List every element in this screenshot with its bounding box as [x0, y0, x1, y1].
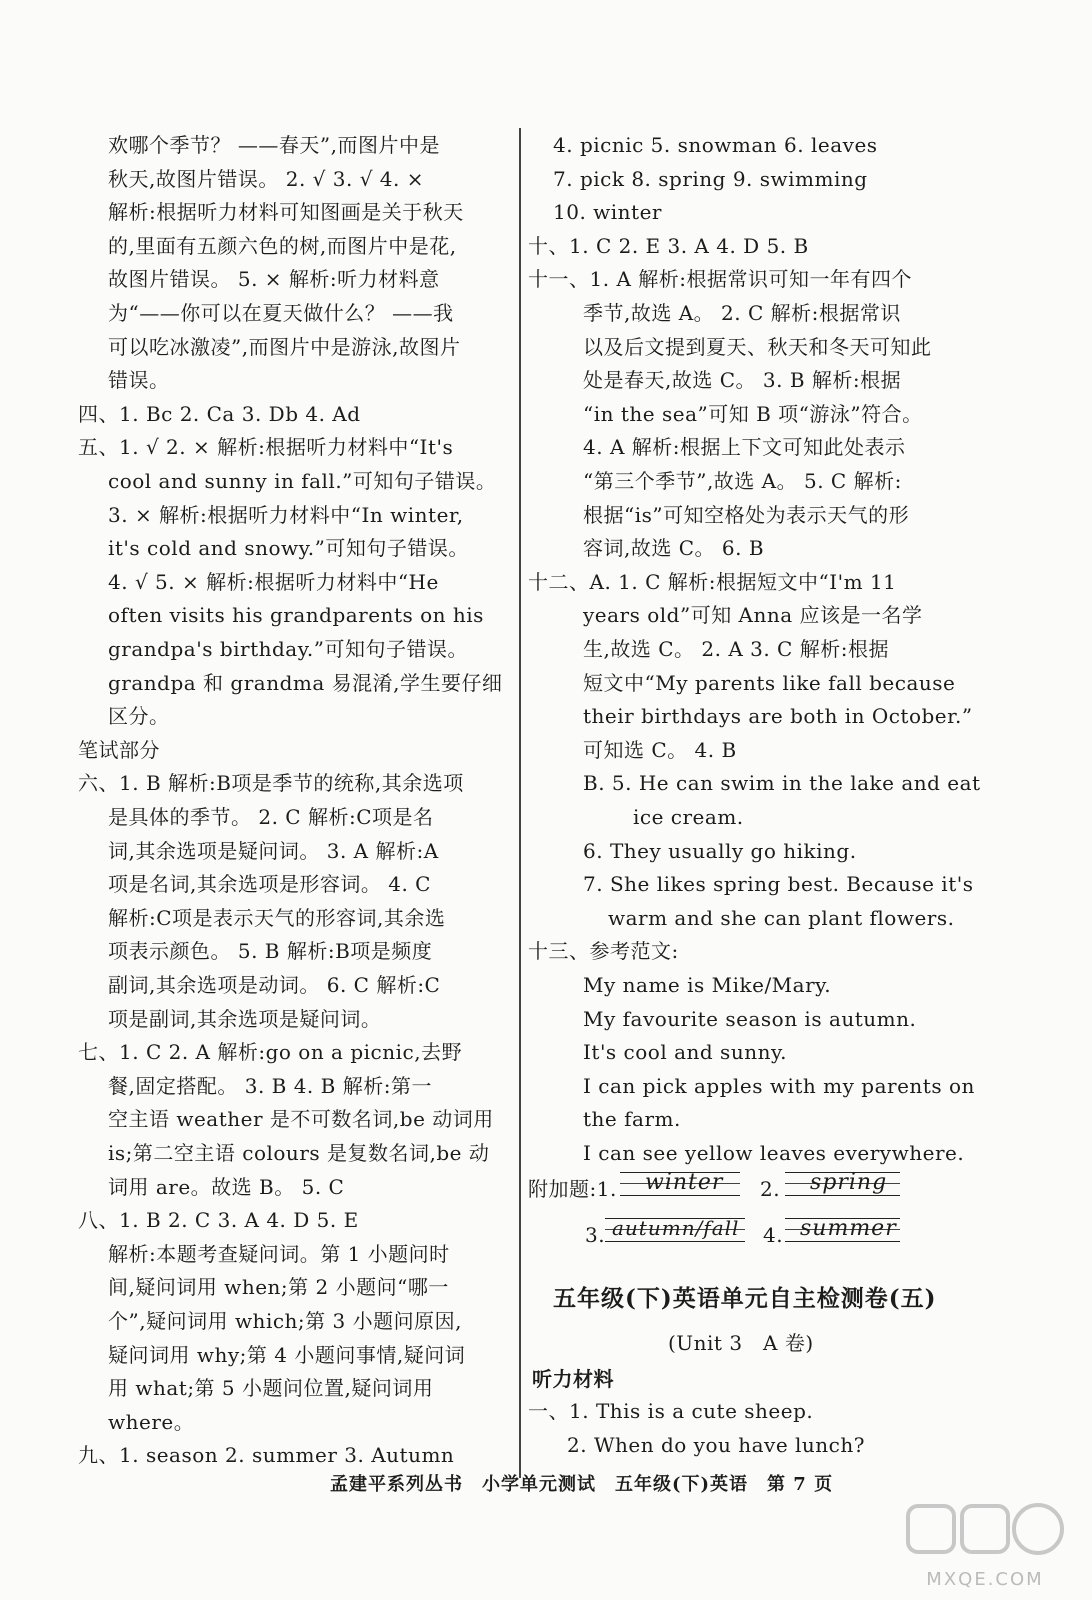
page-footer: 孟建平系列丛书 小学单元测试 五年级(下)英语 第 7 页	[330, 1474, 834, 1495]
right-col-line: “第三个季节”,故选 A。 5. C 解析:	[583, 469, 902, 493]
right-col-line: 7. She likes spring best. Because it's	[583, 872, 974, 897]
bonus-label: 附加题:1.	[528, 1177, 617, 1201]
right-col-line: 容词,故选 C。 6. B	[583, 536, 765, 561]
right-col-line: 4. picnic 5. snowman 6. leaves	[553, 133, 878, 157]
left-col-line: 可以吃冰激凌”,而图片中是游泳,故图片	[108, 334, 461, 359]
left-col-line: 错误。	[108, 368, 170, 393]
left-col-line: 疑问词用 why;第 4 小题问事情,疑问词	[108, 1342, 466, 1367]
right-col-line: ice cream.	[633, 805, 744, 829]
left-col-line: 五、1. √ 2. × 解析:根据听力材料中“It's	[78, 435, 454, 460]
section-heading: 听力材料	[532, 1367, 614, 1391]
left-col-line: it's cold and snowy.”可知句子错误。	[108, 536, 469, 561]
left-col-line: 六、1. B 解析:B项是季节的统称,其余选项	[78, 771, 464, 796]
left-col-line: 空主语 weather 是不可数名词,be 动词用	[108, 1107, 494, 1132]
left-col-line: 七、1. C 2. A 解析:go on a picnic,去野	[78, 1040, 463, 1065]
right-col-line: 7. pick 8. spring 9. swimming	[553, 166, 868, 191]
right-col-line: My name is Mike/Mary.	[583, 973, 832, 997]
bonus-answer-4: summer	[800, 1216, 897, 1241]
right-col-line: It's cool and sunny.	[583, 1040, 787, 1065]
section-line-1: 一、1. This is a cute sheep.	[528, 1399, 814, 1423]
left-col-line: 用 what;第 5 小题问位置,疑问词用	[108, 1376, 434, 1401]
right-col-line: 处是春天,故选 C。 3. B 解析:根据	[583, 368, 902, 393]
bonus-number-4: 4.	[763, 1223, 784, 1247]
right-col-line: 十三、参考范文:	[528, 939, 679, 964]
left-col-line: 3. × 解析:根据听力材料中“In winter,	[108, 502, 464, 527]
left-col-line: 4. √ 5. × 解析:根据听力材料中“He	[108, 569, 439, 594]
left-col-line: 八、1. B 2. C 3. A 4. D 5. E	[78, 1208, 359, 1233]
right-col-line: 4. A 解析:根据上下文可知此处表示	[583, 435, 906, 460]
right-col-line: 十二、A. 1. C 解析:根据短文中“I'm 11	[528, 569, 897, 594]
left-col-line: 笔试部分	[78, 737, 160, 762]
left-col-line: 为“——你可以在夏天做什么？ ——我	[108, 301, 454, 325]
bonus-answer-3: autumn/fall	[612, 1216, 740, 1240]
watermark-logo	[900, 1500, 1070, 1590]
left-col-line: cool and sunny in fall.”可知句子错误。	[108, 469, 497, 493]
right-col-line: My favourite season is autumn.	[583, 1006, 917, 1031]
left-col-line: 欢哪个季节？ ——春天”,而图片中是	[108, 133, 440, 157]
bonus-number-2: 2.	[760, 1177, 781, 1201]
left-col-line: grandpa 和 grandma 易混淆,学生要仔细	[108, 670, 503, 695]
bonus-answer-2: spring	[810, 1170, 888, 1195]
left-col-line: 解析:根据听力材料可知图画是关于秋天	[108, 200, 464, 225]
right-col-line: 十一、1. A 解析:根据常识可知一年有四个	[528, 267, 912, 292]
right-col-line: 季节,故选 A。 2. C 解析:根据常识	[583, 301, 901, 325]
left-col-line: 的,里面有五颜六色的树,而图片中是花,	[108, 233, 457, 258]
watermark-icon	[900, 1500, 1070, 1570]
left-col-line: grandpa's birthday.”可知句子错误。	[108, 637, 468, 661]
left-col-line: where。	[108, 1409, 195, 1434]
right-col-line: 10. winter	[553, 200, 662, 225]
left-col-line: 解析:C项是表示天气的形容词,其余选	[108, 905, 446, 930]
right-col-line: 生,故选 C。 2. A 3. C 解析:根据	[583, 637, 889, 661]
watermark-text: MXQE.COM	[926, 1569, 1044, 1590]
left-col-line: 解析:本题考查疑问词。第 1 小题问时	[108, 1241, 450, 1266]
left-col-line: 餐,固定搭配。 3. B 4. B 解析:第一	[108, 1073, 432, 1098]
right-col-line: 以及后文提到夏天、秋天和冬天可知此	[583, 334, 932, 359]
section-subtitle: (Unit 3 A 卷)	[668, 1331, 814, 1355]
left-col-line: 项是名词,其余选项是形容词。 4. C	[108, 872, 431, 897]
right-col-line: years old”可知 Anna 应该是一名学	[583, 603, 923, 628]
left-col-line: 个”,疑问词用 which;第 3 小题问原因,	[108, 1309, 462, 1333]
left-col-line: 项表示颜色。 5. B 解析:B项是频度	[108, 939, 433, 964]
right-col-line: I can see yellow leaves everywhere.	[583, 1141, 965, 1165]
left-col-line: is;第二空主语 colours 是复数名词,be 动	[108, 1141, 490, 1165]
left-col-line: 副词,其余选项是动词。 6. C 解析:C	[108, 973, 441, 997]
right-col-line: I can pick apples with my parents on	[583, 1073, 975, 1098]
left-col-line: 间,疑问词用 when;第 2 小题问“哪一	[108, 1275, 449, 1300]
right-col-line: “in the sea”可知 B 项“游泳”符合。	[583, 401, 923, 426]
left-col-line: 秋天,故图片错误。 2. √ 3. √ 4. ×	[108, 166, 424, 191]
right-col-line: 十、1. C 2. E 3. A 4. D 5. B	[528, 233, 809, 258]
left-col-line: 词用 are。故选 B。 5. C	[108, 1174, 345, 1199]
left-col-line: 九、1. season 2. summer 3. Autumn	[78, 1443, 455, 1468]
left-col-line: 是具体的季节。 2. C 解析:C项是名	[108, 805, 434, 829]
right-col-line: 6. They usually go hiking.	[583, 838, 857, 863]
left-col-line: 四、1. Bc 2. Ca 3. Db 4. Ad	[78, 401, 361, 426]
bonus-answer-1: winter	[645, 1170, 724, 1195]
right-col-line: the farm.	[583, 1107, 681, 1132]
right-col-line: 根据“is”可知空格处为表示天气的形	[583, 502, 910, 527]
left-col-line: often visits his grandparents on his	[108, 603, 484, 628]
section-title: 五年级(下)英语单元自主检测卷(五)	[553, 1285, 937, 1312]
left-col-line: 区分。	[108, 704, 170, 729]
left-col-line: 词,其余选项是疑问词。 3. A 解析:A	[108, 838, 439, 863]
right-col-line: warm and she can plant flowers.	[608, 905, 955, 930]
right-col-line: B. 5. He can swim in the lake and eat	[583, 771, 981, 796]
bonus-number-3: 3.	[585, 1223, 606, 1247]
left-col-line: 项是副词,其余选项是疑问词。	[108, 1006, 382, 1031]
right-col-line: their birthdays are both in October.”	[583, 704, 973, 729]
section-line-2: 2. When do you have lunch?	[567, 1433, 865, 1457]
right-col-line: 可知选 C。 4. B	[583, 737, 737, 762]
left-col-line: 故图片错误。 5. × 解析:听力材料意	[108, 267, 440, 292]
right-col-line: 短文中“My parents like fall because	[583, 670, 956, 695]
column-divider	[519, 128, 521, 1478]
